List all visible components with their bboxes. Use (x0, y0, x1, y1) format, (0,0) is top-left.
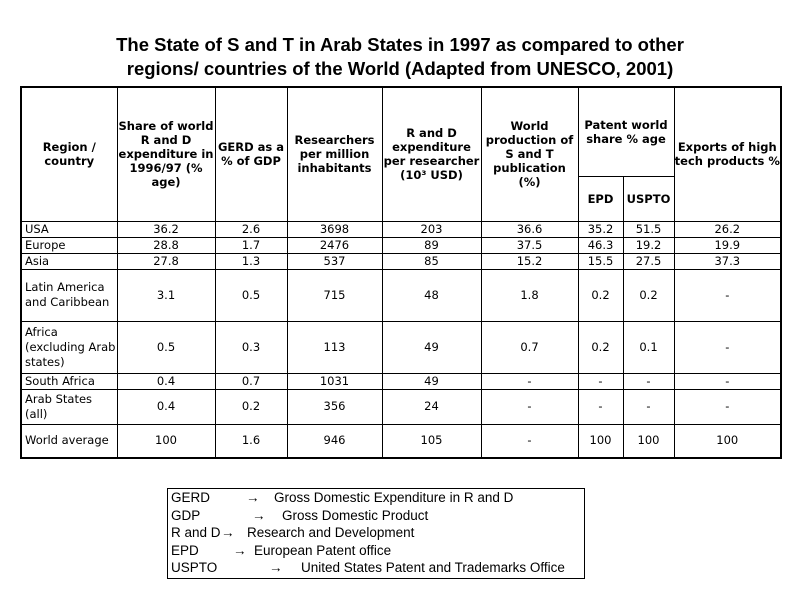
cell-rd: 48 (382, 269, 481, 321)
cell-region: USA (21, 221, 117, 237)
table-row (21, 221, 781, 237)
cell-exports: - (674, 321, 781, 373)
cell-pub: - (481, 424, 578, 458)
cell-gerd: 0.2 (215, 389, 287, 424)
legend-row (171, 507, 584, 525)
cell-share: 0.4 (117, 389, 215, 424)
cell-rd: 49 (382, 373, 481, 389)
header-researchers: Researchers per million inhabitants (287, 87, 382, 221)
table-row (21, 321, 781, 373)
cell-region: Latin America and Caribbean (21, 269, 117, 321)
right-arrow-icon: → (246, 490, 260, 505)
cell-exports: - (674, 389, 781, 424)
legend-abbreviation: GDP (171, 507, 201, 523)
legend-row (171, 489, 584, 507)
cell-uspto: 100 (623, 424, 674, 458)
cell-uspto: 0.1 (623, 321, 674, 373)
cell-researchers: 537 (287, 253, 382, 269)
table-row (21, 424, 781, 458)
cell-pub: 37.5 (481, 237, 578, 253)
cell-rd: 89 (382, 237, 481, 253)
header-world-production: World production of S and T publication (%) (481, 87, 578, 221)
cell-epd: 100 (578, 424, 623, 458)
cell-gerd: 1.7 (215, 237, 287, 253)
cell-rd: 49 (382, 321, 481, 373)
cell-exports: 37.3 (674, 253, 781, 269)
title-line-2: regions/ countries of the World (Adapted from UNESCO, 2001) (126, 58, 674, 79)
cell-researchers: 356 (287, 389, 382, 424)
table-row (21, 373, 781, 389)
cell-epd: 35.2 (578, 221, 623, 237)
legend-abbreviation: EPD (171, 542, 199, 558)
cell-exports: 26.2 (674, 221, 781, 237)
legend-abbreviation: USPTO (171, 560, 218, 576)
header-patent-group: Patent world share % age (578, 87, 674, 176)
cell-pub: 15.2 (481, 253, 578, 269)
cell-share: 0.4 (117, 373, 215, 389)
header-region: Region / country (21, 87, 117, 221)
cell-epd: - (578, 389, 623, 424)
cell-rd: 105 (382, 424, 481, 458)
header-share: Share of world R and D expenditure in 1996/97 (% age) (117, 87, 215, 221)
legend-abbreviation: R and D (171, 525, 221, 541)
table-row (21, 269, 781, 321)
header-gerd: GERD as a % of GDP (215, 87, 287, 221)
cell-pub: 1.8 (481, 269, 578, 321)
cell-epd: 15.5 (578, 253, 623, 269)
cell-share: 36.2 (117, 221, 215, 237)
legend-definition: United States Patent and Trademarks Office (301, 560, 565, 576)
cell-exports: - (674, 373, 781, 389)
header-exports: Exports of high tech products % (674, 87, 781, 221)
cell-gerd: 2.6 (215, 221, 287, 237)
cell-pub: 0.7 (481, 321, 578, 373)
cell-pub: - (481, 373, 578, 389)
cell-share: 27.8 (117, 253, 215, 269)
cell-epd: - (578, 373, 623, 389)
cell-uspto: 19.2 (623, 237, 674, 253)
cell-share: 28.8 (117, 237, 215, 253)
cell-rd: 203 (382, 221, 481, 237)
cell-epd: 0.2 (578, 269, 623, 321)
table-row (21, 253, 781, 269)
cell-exports: - (674, 269, 781, 321)
legend-row (171, 542, 584, 560)
abbreviation-legend (167, 488, 585, 579)
cell-share: 3.1 (117, 269, 215, 321)
legend-definition: Research and Development (247, 525, 415, 541)
cell-rd: 24 (382, 389, 481, 424)
cell-researchers: 113 (287, 321, 382, 373)
data-table (20, 86, 782, 459)
cell-region: Europe (21, 237, 117, 253)
right-arrow-icon: → (252, 507, 266, 523)
cell-uspto: - (623, 373, 674, 389)
page-title (0, 33, 800, 81)
legend-definition: European Patent office (254, 542, 392, 558)
cell-exports: 100 (674, 424, 781, 458)
cell-gerd: 1.6 (215, 424, 287, 458)
right-arrow-icon: → (221, 525, 235, 541)
table-row (21, 237, 781, 253)
cell-region: Asia (21, 253, 117, 269)
cell-pub: - (481, 389, 578, 424)
cell-epd: 46.3 (578, 237, 623, 253)
cell-researchers: 1031 (287, 373, 382, 389)
cell-gerd: 1.3 (215, 253, 287, 269)
cell-researchers: 946 (287, 424, 382, 458)
cell-region: Arab States (all) (21, 389, 117, 424)
cell-gerd: 0.7 (215, 373, 287, 389)
cell-gerd: 0.5 (215, 269, 287, 321)
cell-share: 100 (117, 424, 215, 458)
header-epd: EPD (578, 176, 623, 221)
cell-pub: 36.6 (481, 221, 578, 237)
legend-abbreviation: GERD (171, 490, 211, 505)
cell-share: 0.5 (117, 321, 215, 373)
right-arrow-icon: → (233, 542, 247, 558)
cell-uspto: - (623, 389, 674, 424)
cell-uspto: 0.2 (623, 269, 674, 321)
cell-region: South Africa (21, 373, 117, 389)
cell-uspto: 51.5 (623, 221, 674, 237)
header-uspto: USPTO (623, 176, 674, 221)
header-rd-per-researcher: R and D expenditure per researcher (10³ USD) (382, 87, 481, 221)
cell-region: World average (21, 424, 117, 458)
cell-exports: 19.9 (674, 237, 781, 253)
cell-gerd: 0.3 (215, 321, 287, 373)
cell-researchers: 3698 (287, 221, 382, 237)
cell-researchers: 2476 (287, 237, 382, 253)
legend-definition: Gross Domestic Product (282, 507, 429, 523)
legend-definition: Gross Domestic Expenditure in R and D (274, 490, 514, 505)
cell-epd: 0.2 (578, 321, 623, 373)
title-line-1: The State of S and T in Arab States in 1997 as compared to other (116, 34, 684, 55)
cell-region: Africa (excluding Arab states) (21, 321, 117, 373)
legend-row (171, 524, 584, 542)
cell-uspto: 27.5 (623, 253, 674, 269)
table-row (21, 389, 781, 424)
cell-rd: 85 (382, 253, 481, 269)
legend-row (171, 559, 584, 577)
right-arrow-icon: → (269, 560, 283, 576)
cell-researchers: 715 (287, 269, 382, 321)
